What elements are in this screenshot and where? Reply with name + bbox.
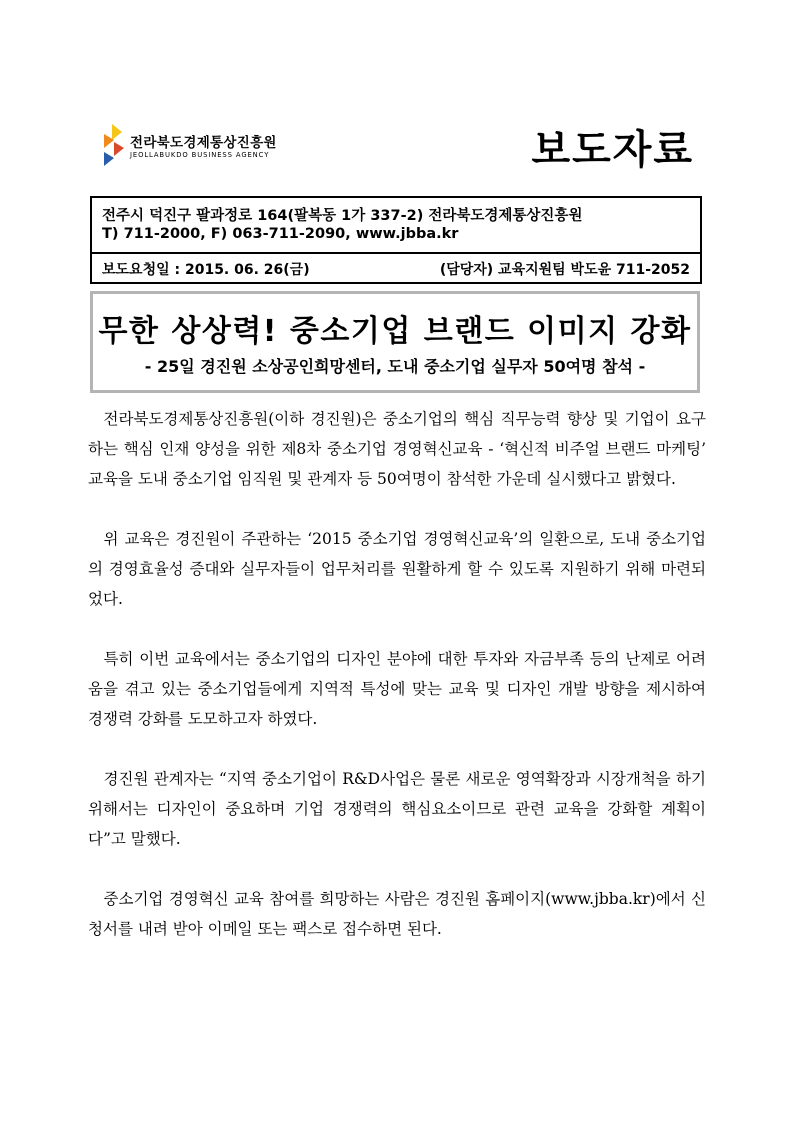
contact-person: (담당자) 교육지원팀 박도윤 711-2052	[439, 262, 690, 278]
info-divider	[92, 252, 700, 254]
contact-numbers-line: T) 711-2000, F) 063-711-2090, www.jbba.kr	[102, 226, 459, 242]
body-paragraph-5: 중소기업 경영혁신 교육 참여를 희망하는 사람은 경진원 홈페이지(www.jbba.kr)에서 신청서를 내려 받아 이메일 또는 팩스로 접수하면 된다.	[88, 890, 706, 938]
body-paragraph-3: 특히 이번 교육에서는 중소기업의 디자인 분야에 대한 투자와 자금부족 등의 난제로 어려움을 겪고 있는 중소기업들에게 지역적 특성에 맞는 교육 및 디자인 개발 방향을 제시하여 경쟁력 강화를 도모하고자 하였다.	[88, 650, 706, 728]
body-paragraph-1: 전라북도경제통상진흥원(이하 경진원)은 중소기업의 핵심 직무능력 향상 및 기업이 요구하는 핵심 인재 양성을 위한 제8차 중소기업 경영혁신교육 - ‘혁신적 비주얼 브랜드 마케팅’ 교육을 도내 중소기업 임직원 및 관계자 등 50여명이 참석한 가운데 실시했다고 밝혔다.	[88, 410, 706, 488]
info-box	[90, 196, 702, 284]
request-date: 보도요청일 : 2015. 06. 26(금)	[102, 262, 310, 278]
body-paragraph-2: 위 교육은 경진원이 주관하는 ‘2015 중소기업 경영혁신교육’의 일환으로, 도내 중소기업의 경영효율성 증대와 실무자들이 업무처리를 원활하게 할 수 있도록 지원하기 위해 마련되었다.	[88, 530, 706, 608]
doc-type-heading: 보도자료	[531, 127, 694, 173]
address-line: 전주시 덕진구 팔과정로 164(팔복동 1가 337-2) 전라북도경제통상진흥원	[102, 208, 583, 224]
body-paragraph-4: 경진원 관계자는 “지역 중소기업이 R&D사업은 물론 새로운 영역확장과 시장개척을 하기 위해서는 디자인이 중요하며 기업 경쟁력의 핵심요소이므로 관련 교육을 강화할 계획이다”고 말했다.	[88, 770, 706, 848]
org-name-en: JEOLLABUKDO BUSINESS AGENCY	[130, 151, 270, 159]
title-box	[90, 291, 700, 393]
org-name-ko: 전라북도경제통상진흥원	[130, 135, 277, 151]
logo-mark-icon	[100, 122, 126, 170]
org-logo	[100, 122, 300, 170]
press-body	[88, 404, 706, 974]
press-title: 무한 상상력! 중소기업 브랜드 이미지 강화	[98, 314, 692, 349]
press-subtitle: - 25일 경진원 소상공인희망센터, 도내 중소기업 실무자 50여명 참석 -	[144, 357, 646, 376]
